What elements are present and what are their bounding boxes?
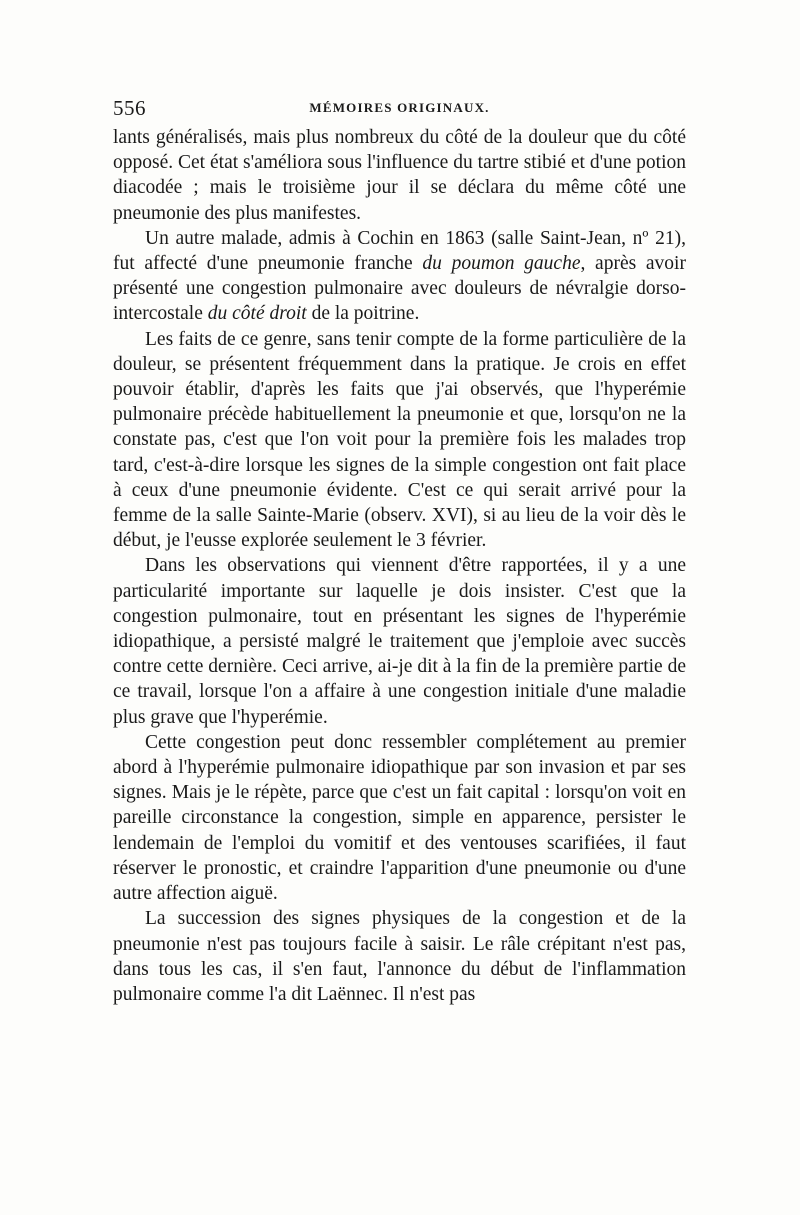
paragraph-text-segment: , après avoir présenté une congestion pulmonaire avec douleurs de névralgie dorso-intercostale (113, 253, 686, 325)
running-title: MÉMOIRES ORIGINAUX. (309, 100, 490, 115)
italic-left-lung: du poumon gauche (422, 253, 581, 275)
body-text (113, 125, 686, 1007)
paragraph-congestion: Cette congestion peut donc ressembler complétement au premier abord à l'hyperémie pulmonaire idiopathique par son invasion et par ses signes. Mais je le répète, parce que c'est un fait capital : lorsqu'on voit en pareille circonstance la congestion, simple en apparence, persister le lendemain de l'emploi du vomitif et des ventouses scarifiées, il faut réserver le pronostic, et craindre l'apparition d'une pneumonie ou d'une autre affection aiguë. (113, 731, 686, 905)
paragraph-observations: Dans les observations qui viennent d'être rapportées, il y a une particularité importante sur laquelle je dois insister. C'est que la congestion pulmonaire, tout en présentant les signes de l'hyperémie idiopathique, a persisté malgré le traitement que j'emploie avec succès contre cette dernière. Ceci arrive, ai-je dit à la fin de la première partie de ce travail, lorsque l'on a affaire à une congestion initiale d'une maladie plus grave que l'hyperémie. (113, 555, 686, 728)
paragraph-continuation: lants généralisés, mais plus nombreux du côté de la douleur que du côté opposé. Cet état s'améliora sous l'influence du tartre stibié et d'une potion diacodée ; mais le troisième jour il se déclara du même côté une pneumonie des plus manifestes. (113, 127, 686, 224)
paragraph-text-segment: de la poitrine. (306, 303, 420, 325)
paragraph-facts: Les faits de ce genre, sans tenir compte de la forme particulière de la douleur, se présentent fréquemment dans la pratique. Je crois en effet pouvoir établir, d'après les faits que j'ai observés, que l'hyperémie pulmonaire précède habituellement la pneumonie et que, lorsqu'on ne la constate pas, c'est que l'on voit pour la première fois les malades trop tard, c'est-à-dire lorsque les signes de la simple congestion ont fait place à ceux d'une pneumonie évidente. C'est ce qui serait arrivé pour la femme de la salle Sainte-Marie (observ. XVI), si au lieu de la voir dès le début, je l'eusse explorée seulement le 3 février. (113, 328, 686, 552)
page-number: 556 (113, 96, 146, 120)
paragraph-text-segment: Un autre malade, admis à Cochin en 1863 (salle Saint-Jean, nº 21), fut affecté d'une pneumonie franche (113, 227, 686, 275)
italic-right-side: du côté droit (207, 303, 307, 325)
paragraph-cochin-case (113, 226, 686, 327)
paragraph-succession: La succession des signes physiques de la congestion et de la pneumonie n'est pas toujours facile à saisir. Le râle crépitant n'est pas, dans tous les cas, il s'en faut, l'annonce du début de l'inflammation pulmonaire comme l'a dit Laënnec. Il n'est pas (113, 908, 686, 1005)
page-header (113, 96, 686, 120)
